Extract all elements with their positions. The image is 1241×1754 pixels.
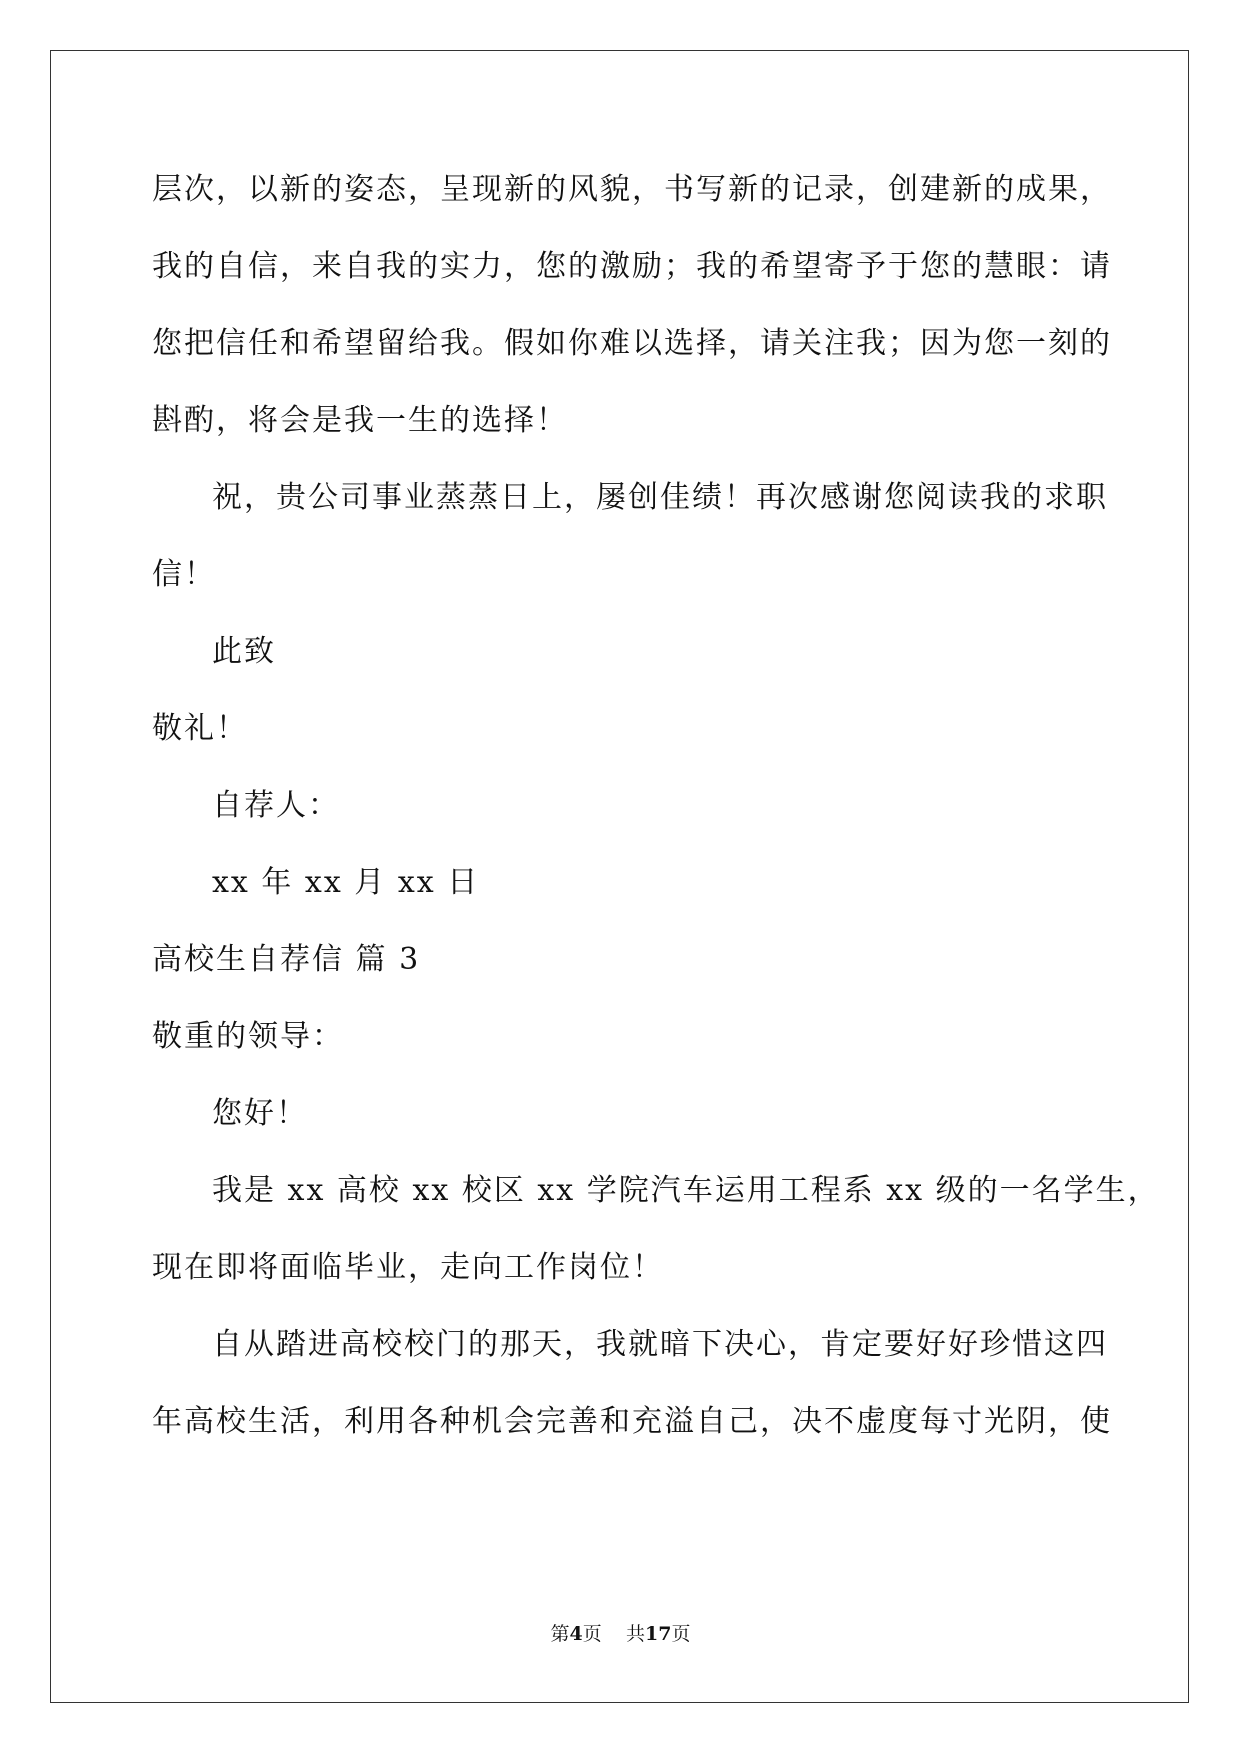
text-line: 现在即将面临毕业，走向工作岗位！: [152, 1250, 664, 1285]
page-suffix: 页: [582, 1623, 602, 1645]
greeting: 敬重的领导：: [152, 1019, 344, 1054]
text-line: 我是 xx 高校 xx 校区 xx 学院汽车运用工程系 xx 级的一名学生，: [212, 1173, 1160, 1208]
total-pages: 17: [644, 1623, 672, 1645]
total-prefix: 共: [625, 1623, 645, 1645]
greeting-hello: 您好！: [212, 1096, 308, 1131]
text-line: 祝，贵公司事业蒸蒸日上，屡创佳绩！再次感谢您阅读我的求职: [212, 480, 1108, 515]
text-line: 年高校生活，利用各种机会完善和充溢自己，决不虚度每寸光阴，使: [152, 1404, 1112, 1439]
signature-label: 自荐人：: [212, 788, 340, 823]
total-suffix: 页: [671, 1623, 691, 1645]
page-prefix: 第: [550, 1623, 570, 1645]
page-footer: [0, 1622, 1241, 1646]
closing-salutation: 此致: [212, 634, 276, 669]
text-line: 信！: [152, 557, 216, 592]
closing-regards: 敬礼！: [152, 711, 248, 746]
text-line: 您把信任和希望留给我。假如你难以选择，请关注我；因为您一刻的: [152, 326, 1112, 361]
text-line: 层次，以新的姿态，呈现新的风貌，书写新的记录，创建新的成果，: [152, 172, 1112, 207]
page-number: 4: [569, 1623, 583, 1645]
date-line: xx 年 xx 月 xx 日: [212, 865, 480, 900]
text-line: 自从踏进高校校门的那天，我就暗下决心，肯定要好好珍惜这四: [212, 1327, 1108, 1362]
text-line: 斟酌，将会是我一生的选择！: [152, 403, 568, 438]
text-line: 我的自信，来自我的实力，您的激励；我的希望寄予于您的慧眼：请: [152, 249, 1112, 284]
section-heading: 高校生自荐信 篇 3: [152, 942, 421, 977]
